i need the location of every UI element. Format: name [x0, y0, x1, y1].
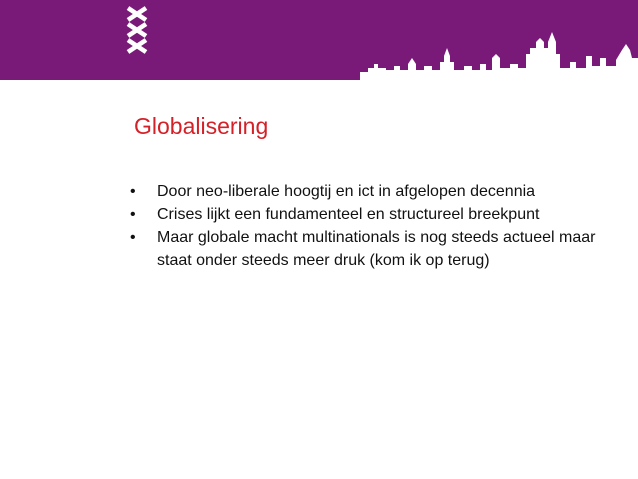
bullet-marker: • [130, 183, 136, 200]
list-item [130, 226, 610, 272]
bullet-marker: • [130, 229, 136, 246]
list-item [130, 180, 610, 203]
bullet-text: Maar globale macht multinationals is nog steeds actueel maar staat onder steeds meer druk (kom ik op terug) [157, 229, 596, 269]
city-skyline-icon [360, 28, 638, 80]
bullet-text: Door neo-liberale hoogtij en ict in afgelopen decennia [157, 183, 536, 200]
slide-title: Globalisering [134, 113, 269, 139]
amsterdam-xxx-logo-icon [124, 6, 150, 56]
list-item [130, 203, 610, 226]
bullet-text: Crises lijkt een fundamenteel en structureel breekpunt [157, 206, 540, 223]
bullet-marker: • [130, 206, 136, 223]
bullet-list [130, 180, 610, 272]
slide-header [0, 0, 638, 80]
